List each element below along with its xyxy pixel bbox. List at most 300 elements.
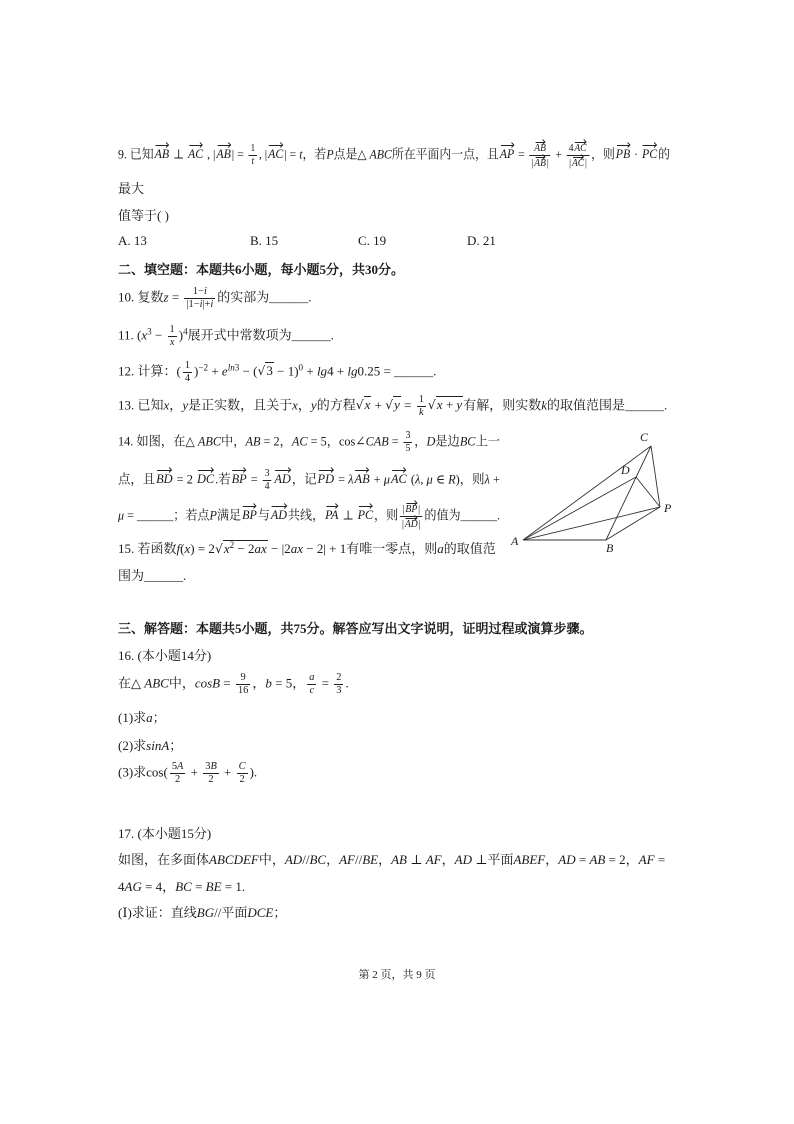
q9-stem-line-3 [118,204,670,224]
q17-stem-line-1 [118,848,670,868]
text-run: | [401,518,404,530]
fraction-numerator [183,360,192,373]
text-run: 12. 计算：( [118,362,181,378]
math-variable: AD [558,851,576,867]
fraction-numerator [170,761,186,774]
line-content [118,394,667,419]
vector-label: AB [534,142,546,154]
text-run: = [388,432,402,448]
fraction [417,394,426,419]
fraction-denominator [307,685,316,697]
text-run: 与 [257,506,270,522]
text-run: = 2， [260,432,292,448]
math-variable: λ [414,470,421,486]
math-variable: CAB [365,432,389,448]
math-variable: f [176,540,181,556]
math-variable: DCE [247,904,274,920]
math-variable: i [203,285,207,297]
fraction-numerator [307,672,316,685]
math-variable: y [394,396,400,412]
fraction [249,143,257,168]
q16-part-3 [118,760,670,785]
text-run: − 2| + 1有唯一零点，则 [302,540,438,556]
line-content [118,761,257,786]
fraction-denominator [168,337,177,349]
fraction-denominator [334,685,343,697]
text-run: 中， [168,674,195,690]
line-content [118,286,312,311]
vector [318,469,335,487]
text-run: ，若 [302,145,327,161]
text-run: 围为______. [118,567,187,583]
text-run: , [420,470,427,486]
text-run: = [318,674,333,690]
line-content [118,707,166,726]
math-variable: P [209,506,217,522]
text-run: − |2 [267,540,291,556]
text-run: 2 [175,773,181,785]
text-run: + [220,763,235,779]
text-run: 有解，则实数 [463,396,542,412]
fraction [168,324,177,349]
text-run: − [151,326,166,342]
text-run: + [371,396,386,412]
fraction-denominator [567,156,589,170]
q17-heading [118,822,670,842]
fraction-numerator [334,672,343,685]
q15-line-2 [118,564,500,584]
math-variable: D [426,432,436,448]
text-run: 11. ( [118,326,142,342]
text-run: = ______；若点 [124,506,210,522]
text-run: 是正实数，且关于 [188,396,293,412]
text-run: = 5， [271,674,306,690]
math-variable: ln [227,361,235,372]
vector-label: DC [196,470,215,486]
text-run: − 1) [273,362,299,378]
fraction-denominator [417,407,426,419]
vector-label: AD [274,470,291,486]
math-variable: ABC [144,674,169,690]
fraction [567,141,589,170]
fraction [170,761,186,786]
math-variable: AD [454,851,472,867]
text-run: 中， [220,432,246,448]
section-2-heading-text: 二、填空题：本题共6小题，每小题5分，共30分。 [118,261,405,277]
text-run: ，记 [291,470,317,486]
fraction-denominator [236,685,250,697]
math-variable: x [184,540,191,556]
text-run: = 2 [173,470,197,486]
text-run: 满足 [216,506,242,522]
fraction-numerator [567,141,589,156]
line-content [118,360,436,385]
text-run: |1− [186,298,200,310]
text-run: 2 [208,773,214,785]
math-variable: lg [316,362,328,378]
square-root [215,541,268,557]
math-variable: ABEF [513,851,546,867]
radicand [436,396,463,412]
text-run: = 1. [221,878,246,894]
text-run: ). [249,763,258,779]
text-run: = [335,470,349,486]
vector [274,469,291,487]
q13-line [118,393,670,418]
vector [500,144,515,162]
text-run: 2 [336,671,342,683]
text-run: ， [441,851,455,867]
text-run: 是边 [435,432,460,448]
text-run: 16 [237,684,249,696]
text-run: ) = 2 [190,540,215,556]
q14-line-2 [118,467,501,492]
text-run: 在△ [118,674,145,690]
math-variable: P [326,145,334,161]
text-run: = [247,470,261,486]
text-run: //平面 [214,904,248,920]
vector [391,469,407,487]
vertex-label-p: P [664,501,672,515]
text-run: 最大 [118,180,145,196]
text-run: 1 [250,142,256,154]
text-run: 9 [240,671,246,683]
radicand [265,362,274,378]
vector [572,156,584,170]
text-run: .若 [215,470,231,486]
text-run: 1− [192,285,204,297]
text-run: | [418,518,421,530]
fraction [404,430,413,455]
math-variable: lg [347,362,358,378]
vertex-label-c: C [640,430,649,444]
text-run: ( [180,540,185,556]
q17-heading-text: 17. (本小题15分) [118,825,212,841]
text-run: 4 [118,878,125,894]
math-variable: ax [290,540,303,556]
math-variable: ax [254,540,267,556]
vector [534,156,546,170]
text-run: 14. 如图，在△ [118,432,198,448]
vector-label: BP [231,470,247,486]
vector [402,502,418,516]
text-run: ； [152,709,166,725]
math-variable: x [364,396,371,412]
text-run: , | [204,145,216,161]
text-run: 3 [336,684,342,696]
fraction [263,468,272,493]
math-variable: R [448,470,456,486]
math-variable: k [541,396,547,412]
vector-label: PD [317,470,335,486]
fraction-numerator [530,141,551,156]
math-variable: cosB [194,674,221,690]
text-run: + [442,396,457,412]
math-variable: sinA [146,737,170,753]
vector-label: PC [642,145,658,161]
math-variable: e [221,362,228,378]
edge-ac [523,446,651,540]
math-variable: i [199,298,203,310]
text-run: 3 [405,429,411,441]
vector-label: AC [574,142,587,154]
text-run: ∈ [432,470,449,486]
vector [188,144,203,162]
line-content [118,205,169,224]
text-run: ， [414,432,427,448]
fraction [236,672,250,697]
q16-part-2 [118,734,670,754]
q10-line [118,285,670,310]
line-content [118,672,349,697]
text-run: ； [169,737,183,753]
text-run: = 5，cos∠ [307,432,366,448]
line-content [118,849,665,868]
text-run: 4 [184,372,191,384]
math-variable: z [163,288,169,304]
text-run: , | [258,145,268,161]
square-root [356,397,372,413]
math-variable: ABCDEF [209,851,259,867]
text-run: 2 [239,773,245,785]
line-content [118,430,500,455]
math-variable: AC [291,432,308,448]
text-run: = [515,145,528,161]
fraction-denominator [237,774,248,786]
text-run: ； [273,904,287,920]
edge-ad [523,477,636,540]
math-variable: t [251,155,255,167]
q9-option-b: B. 15 [250,233,279,248]
text-run: = [168,288,183,304]
text-run: 中， [258,851,285,867]
triangle-figure [505,428,680,558]
text-run: | [531,157,534,169]
math-variable: AB [589,851,606,867]
math-variable: AG [124,878,142,894]
text-run: (Ⅰ)求证：直线 [118,904,197,920]
text-run: | [402,503,405,515]
text-run: = [191,878,206,894]
math-variable: x [292,396,298,412]
text-run: ， [252,674,266,690]
vector-label: PB [615,145,631,161]
math-variable: AD [284,851,303,867]
fraction-numerator [184,286,215,299]
text-run: 4 [568,142,574,154]
q9-stem-line-1 [118,142,671,169]
q12-line [118,359,670,384]
q11-line [118,323,670,348]
vector [156,469,173,487]
radicand [393,396,401,412]
q16-stem [118,671,670,696]
math-variable: C [238,760,246,772]
square-root [258,363,274,379]
text-run: | [569,157,572,169]
fraction [203,761,219,786]
text-run: ， [297,396,311,412]
math-variable: AF [425,851,442,867]
text-run: 的 [658,145,671,161]
vector [405,517,418,531]
text-run: 9. 已知 [118,145,154,161]
text-run: ) [194,362,199,378]
text-run: 3 [205,760,211,772]
text-run: 3 [264,467,270,479]
math-variable: x [141,326,148,342]
text-run: − ( [239,362,258,378]
text-run: + [187,763,202,779]
fraction-denominator [404,443,413,455]
vector-label: AD [270,506,287,522]
text-run: + [370,470,384,486]
fraction [237,761,248,786]
q9-option-c: C. 19 [358,233,387,248]
math-variable: y [310,396,317,412]
line-content [118,502,500,531]
section-3-heading-text: 三、解答题：本题共5小题，共75分。解答应写出文字说明，证明过程或演算步骤。 [118,620,593,636]
text-run: = 2， [605,851,639,867]
text-run: 0 [298,361,304,372]
text-run: 3 [147,325,152,336]
text-run: = [220,674,234,690]
text-run: ( [407,470,415,486]
text-run: )，则 [455,470,485,486]
vector-label: BP [405,503,418,515]
math-variable: a [437,540,444,556]
vertex-label-a: A [511,534,519,548]
vector-label: AC [268,145,284,161]
math-variable: λ [348,470,354,486]
math-variable: x [223,540,230,556]
fraction-denominator [203,774,219,786]
text-run: 的取值范 [443,540,496,556]
math-variable: y [456,396,463,412]
vector [574,141,586,155]
radicand [223,540,268,556]
q15-line-1 [118,537,500,557]
vector [216,144,231,162]
math-variable: i [210,298,214,310]
vector [155,144,170,162]
text-run: | = [231,145,247,161]
q16-heading [118,644,670,664]
text-run: = 4， [141,878,176,894]
text-run: −2 [198,361,209,372]
text-run: ， [326,851,340,867]
q9-stem-line-2 [118,177,670,197]
text-run: ⊥ [339,506,357,522]
fraction [334,672,343,697]
text-run: 3 [266,362,273,378]
text-run: = [400,396,415,412]
vector [325,505,338,523]
vector-label: AD [404,518,418,530]
fraction-denominator [183,373,192,385]
fraction-numerator [404,430,413,443]
text-run: ⊥平面 [471,851,514,867]
math-variable: AB [245,432,261,448]
math-variable: μ [426,470,433,486]
vector [197,469,214,487]
vector-label: BD [156,470,173,486]
fraction-numerator [249,143,257,156]
text-run: 1 [169,323,175,335]
text-run: 点，且 [118,470,156,486]
q9-option-d: D. 21 [467,233,496,248]
text-run: ， [545,851,559,867]
math-variable: x [163,396,170,412]
text-run: ) [178,326,184,342]
vector [616,144,631,162]
text-run: = [575,851,590,867]
fraction [184,286,215,311]
vector-label: AB [216,145,231,161]
math-variable: BC [459,432,476,448]
text-run: 4 + [327,362,348,378]
text-run: 的实部为______. [217,288,312,304]
text-run: |+ [202,298,211,310]
text-run: 2 [229,539,235,550]
page-footer [0,965,794,985]
math-variable: BG [196,904,215,920]
text-run: | [546,157,549,169]
math-variable: a [146,709,153,725]
square-root [385,397,401,413]
text-run: 如图，在多面体 [118,851,210,867]
line-content [118,735,182,754]
text-run: = [654,851,666,867]
text-run: 4 [264,480,270,492]
text-run: . [345,674,349,690]
text-run: ⊥ [407,851,426,867]
text-run: | = [284,145,300,161]
math-variable: b [265,674,272,690]
line-content [118,141,670,170]
vector [242,505,257,523]
vector-label: AC [390,470,407,486]
vector-label: AC [571,157,585,169]
math-variable: BE [205,878,222,894]
text-run: + [303,362,317,378]
text-run: ， [169,396,183,412]
math-variable: AF [638,851,655,867]
section-2-heading [118,258,670,278]
vector-label: BP [242,506,257,522]
vertex-label-b: B [606,541,614,555]
math-variable: μ [118,506,125,522]
page-number-text: 第 2 页，共 9 页 [358,969,436,981]
math-variable: λ [484,470,490,486]
q17-stem-line-2 [118,875,670,895]
vector [534,141,546,155]
text-run: ，则 [374,506,399,522]
vector [232,469,247,487]
math-variable: a [309,671,315,683]
text-run: ⊥ [170,145,188,161]
text-run: 的方程 [316,396,356,412]
text-run: 上一 [475,432,500,448]
math-variable: x [436,396,443,412]
q14-line-1 [118,429,500,454]
fraction-numerator [400,502,422,517]
vector [642,144,657,162]
math-variable: t [299,145,303,161]
fraction-numerator [263,468,272,481]
text-run: 13. 已知 [118,396,164,412]
text-run: − 2 [234,540,255,556]
